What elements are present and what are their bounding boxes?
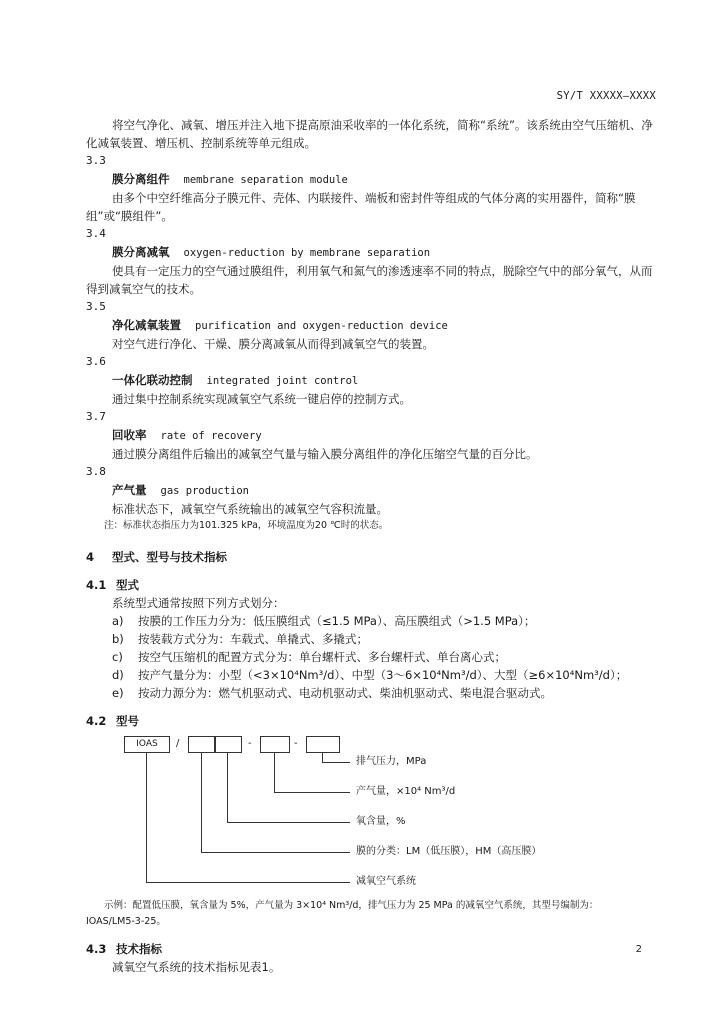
term-3-6 (86, 371, 660, 390)
term-number-3-4: 3.4 (86, 227, 106, 240)
list-item (86, 666, 660, 684)
section-number: 4.3 (86, 942, 107, 956)
term-en: gas production (160, 485, 250, 497)
term-definition: 标准状态下，减氧空气系统输出的减氧空气容积流量。 (112, 502, 388, 516)
term-3-8 (86, 481, 660, 500)
list-item (86, 612, 660, 630)
leader-line (201, 753, 202, 852)
term-number-3-5: 3.5 (86, 300, 106, 313)
term-note: 注：标准状态指压力为101.325 kPa，环境温度为20 ℃时的状态。 (104, 520, 389, 531)
system-definition-continued: 将空气净化、减氧、增压并注入地下提高原油采收率的一体化系统，简称“系统”。该系统由空气压缩机、净化减氧装置、增压机、控制系统等单元组成。 (86, 118, 653, 150)
term-number-3-8: 3.8 (86, 465, 106, 478)
list-item (86, 684, 660, 702)
term-zh: 膜分离组件 (112, 172, 170, 186)
section-title: 型式、型号与技术指标 (112, 550, 227, 564)
term-number-3-7: 3.7 (86, 410, 106, 423)
section-number: 4 (86, 550, 95, 564)
dash-separator: - (294, 738, 298, 749)
model-example-result: IOAS/LM5-3-25。 (86, 916, 166, 927)
term-definition: 通过集中控制系统实现减氧空气系统一键启停的控制方式。 (112, 392, 411, 406)
leader-line (227, 753, 228, 822)
list-text: 按装载方式分为：车载式、单撬式、多撬式； (138, 632, 368, 646)
list-text: 按动力源分为：燃气机驱动式、电动机驱动式、柴油机驱动式、柴电混合驱动式。 (138, 686, 552, 700)
term-definition: 由多个中空纤维高分子膜元件、壳体、内联接件、端板和密封件等组成的气体分离的实用器件，简称“膜组”或“膜组件”。 (86, 191, 636, 223)
model-designation-diagram (124, 736, 660, 886)
term-number-3-3: 3.3 (86, 154, 106, 167)
section-number: 4.2 (86, 714, 107, 728)
term-definition: 使具有一定压力的空气通过膜组件，利用氧气和氮气的渗透速率不同的特点，脱除空气中的部分氧气，从而得到减氧空气的技术。 (86, 264, 653, 296)
prefix-box: IOAS (124, 736, 170, 753)
leader-line (146, 753, 147, 882)
label-oxygen-content: 氧含量，% (356, 816, 406, 827)
section-title: 型式 (116, 578, 139, 592)
term-zh: 回收率 (112, 428, 147, 442)
list-text: 按空气压缩机的配置方式分为：单台螺杆式、多台螺杆式、单台离心式； (138, 650, 506, 664)
term-3-5 (86, 316, 660, 335)
slash-separator: / (176, 738, 180, 749)
term-3-3 (86, 170, 660, 189)
list-marker: d) (112, 668, 124, 682)
leader-line (201, 852, 350, 853)
term-en: integrated joint control (206, 375, 359, 387)
section-4-3-heading (86, 940, 660, 958)
model-example: 示例：配置低压膜，氧含量为 5%，产气量为 3×10⁴ Nm³/d，排气压力为 25 MPa 的减氧空气系统，其型号编制为： (104, 900, 599, 911)
type-intro: 系统型式通常按照下列方式划分： (112, 596, 285, 610)
dash-separator: - (248, 738, 252, 749)
term-en: oxygen-reduction by membrane separation (183, 247, 431, 259)
section-title: 技术指标 (116, 942, 162, 956)
term-zh: 一体化联动控制 (112, 373, 193, 387)
list-text: 按产气量分为：小型（<3×10⁴Nm³/d）、中型（3～6×10⁴Nm³/d）、大型（≥6×10⁴Nm³/d）； (138, 668, 628, 682)
list-item (86, 648, 660, 666)
term-en: rate of recovery (160, 430, 262, 442)
leader-line (146, 882, 350, 883)
leader-line (274, 792, 350, 793)
page-content (86, 116, 660, 976)
list-marker: c) (112, 650, 123, 664)
leader-line (227, 822, 350, 823)
term-zh: 净化减氧装置 (112, 318, 181, 332)
tech-index-text: 减氧空气系统的技术指标见表1。 (112, 960, 281, 974)
label-gas-production: 产气量，×10⁴ Nm³/d (356, 786, 456, 797)
term-3-4 (86, 243, 660, 262)
list-marker: a) (112, 614, 124, 628)
term-3-7 (86, 426, 660, 445)
section-4-1-heading (86, 576, 660, 594)
list-marker: b) (112, 632, 124, 646)
leader-line (274, 753, 275, 792)
list-item (86, 630, 660, 648)
term-zh: 产气量 (112, 483, 147, 497)
term-number-3-6: 3.6 (86, 355, 106, 368)
section-4-2-heading (86, 712, 660, 730)
section-4-heading (86, 548, 660, 566)
list-marker: e) (112, 686, 124, 700)
section-number: 4.1 (86, 578, 107, 592)
label-membrane-type: 膜的分类：LM（低压膜），HM（高压膜） (356, 846, 542, 857)
leader-line (322, 753, 323, 762)
label-system: 减氧空气系统 (356, 876, 416, 887)
gas-production-box (260, 736, 290, 753)
oxygen-content-box (214, 736, 242, 753)
list-text: 按膜的工作压力分为：低压膜组式（≤1.5 MPa）、高压膜组式（>1.5 MPa）； (138, 614, 536, 628)
term-definition: 对空气进行净化、干燥、膜分离减氧从而得到减氧空气的装置。 (112, 337, 434, 351)
standard-code-header: SY/T XXXXX—XXXX (556, 90, 656, 102)
term-definition: 通过膜分离组件后输出的减氧空气量与输入膜分离组件的净化压缩空气量的百分比。 (112, 447, 538, 461)
section-title: 型号 (116, 714, 139, 728)
page-number: 2 (635, 944, 642, 955)
discharge-pressure-box (306, 736, 340, 753)
membrane-type-box (188, 736, 216, 753)
term-en: purification and oxygen-reduction device (195, 320, 448, 332)
term-zh: 膜分离减氧 (112, 245, 170, 259)
label-discharge-pressure: 排气压力，MPa (356, 756, 427, 767)
leader-line (322, 762, 350, 763)
term-en: membrane separation module (183, 174, 348, 186)
